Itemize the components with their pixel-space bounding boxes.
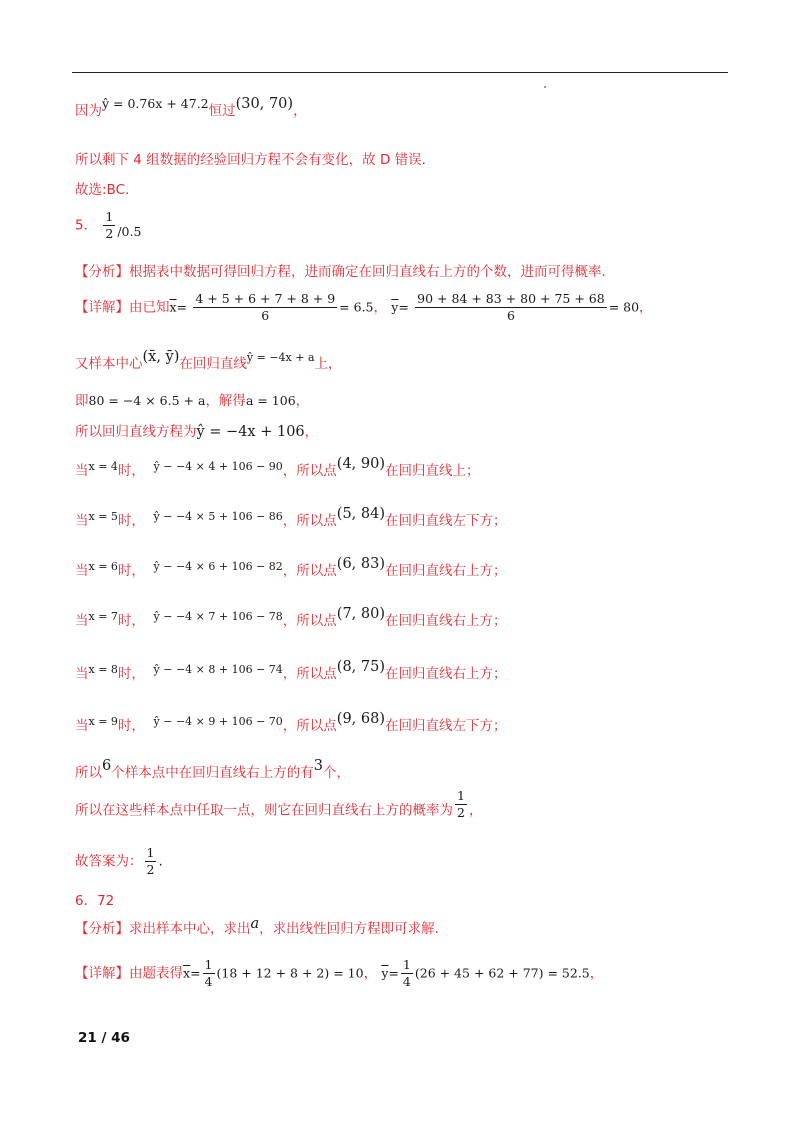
text: ，所以点 (282, 513, 337, 529)
text: 当 (75, 513, 89, 529)
fraction (145, 845, 157, 878)
point: (5, 84) (336, 506, 385, 522)
calculation: ŷ − −4 × 4 + 106 − 90 (153, 460, 283, 473)
numerator: 90 + 84 + 83 + 80 + 75 + 68 (417, 291, 605, 306)
equation: ŷ = −4x + 106 (196, 424, 305, 440)
text: 在回归直线右上方； (385, 563, 507, 579)
equals: = (388, 965, 399, 981)
sep: ， (373, 299, 387, 316)
calculation: ŷ − −4 × 6 + 106 − 82 (153, 560, 283, 573)
tag: 【详解】 (75, 299, 129, 316)
text: ，所以点 (282, 718, 337, 734)
calculation: ŷ − −4 × 9 + 106 − 70 (153, 715, 283, 728)
text: 所以在这些样本点中任取一点，则它在回归直线右上方的概率为 (75, 802, 453, 819)
case-row (75, 711, 507, 736)
text: 故答案为： (75, 853, 143, 870)
text: 时， (117, 513, 145, 529)
fraction-x-mean (193, 291, 337, 324)
denominator: 4 (204, 974, 213, 989)
analysis-6 (75, 916, 439, 938)
point: (8, 75) (336, 659, 385, 675)
text: 时， (117, 563, 145, 579)
equation: 80 = −4 × 6.5 + a (88, 393, 206, 408)
text: 个， (322, 765, 350, 781)
text: 个样本点中在回归直线右上方的有 (111, 765, 314, 781)
line-sample-center (75, 349, 342, 374)
text: 即 (75, 393, 89, 409)
text: ， (468, 802, 483, 819)
alt-answer: /0.5 (117, 223, 142, 239)
text: 在回归直线上； (385, 463, 480, 479)
point: (4, 90) (336, 456, 385, 472)
text: 在回归直线左下方； (385, 513, 507, 529)
numerator: 1 (457, 788, 465, 803)
fraction (455, 788, 467, 821)
analysis-5 (75, 263, 606, 281)
x-value: x = 6 (88, 560, 118, 573)
text: ，所以点 (282, 563, 337, 579)
line-count (75, 758, 350, 782)
y-bar: $\overline{y}$ (381, 965, 389, 981)
denominator: 4 (402, 974, 411, 989)
header-rule (72, 72, 728, 73)
text: 所以 (75, 765, 102, 781)
sep: ， (363, 965, 378, 982)
point: (30, 70) (235, 96, 294, 112)
number: 6 (102, 758, 112, 774)
expression: (26 + 45 + 62 + 77) = 52.5 (414, 965, 590, 981)
tag: 【分析】 (75, 921, 129, 937)
fraction (203, 957, 215, 990)
text: 在回归直线右上方； (385, 666, 507, 682)
point: (x̄, ȳ) (142, 349, 180, 365)
x-value: x = 7 (88, 610, 118, 623)
numerator: 1 (105, 209, 114, 224)
numerator: 4 + 5 + 6 + 7 + 8 + 9 (195, 291, 336, 306)
point: (7, 80) (336, 606, 385, 622)
line-conclusion-d: 所以剩下 4 组数据的经验回归方程不会有变化，故 D 错误. (75, 152, 426, 168)
case-row (75, 556, 507, 581)
denominator: 6 (506, 308, 515, 323)
calculation: ŷ − −4 × 5 + 106 − 86 (153, 510, 283, 523)
numerator: 1 (146, 845, 155, 860)
number: 3 (313, 758, 323, 774)
detail-5 (75, 291, 653, 324)
text: 由已知 (129, 299, 170, 316)
fraction (103, 209, 115, 242)
text: . (158, 853, 163, 870)
denominator: 2 (105, 226, 114, 241)
question-6-answer: 6．72 (75, 893, 115, 909)
text: 在回归直线右上方； (385, 613, 507, 629)
x-bar: $\overline{x}$ (183, 965, 191, 981)
text: ，所以点 (282, 666, 337, 682)
text: 上， (314, 356, 342, 372)
numerator: 1 (402, 957, 411, 972)
text: ，解得 (205, 393, 246, 409)
fraction-y-mean (415, 291, 607, 324)
text: 当 (75, 666, 89, 682)
text: 当 (75, 463, 89, 479)
text: 由题表得 (129, 965, 183, 982)
question-number: 5． (75, 217, 98, 234)
x-value: x = 9 (88, 715, 118, 728)
equation: ŷ = −4x + a (246, 351, 315, 364)
text: 当 (75, 563, 89, 579)
page-number: 21 / 46 (78, 1030, 130, 1046)
denominator: 6 (261, 308, 270, 323)
text: 当 (75, 613, 89, 629)
text: 因为 (75, 103, 102, 119)
denominator: 2 (146, 862, 155, 877)
x-value: x = 5 (88, 510, 118, 523)
x-bar: $\overline{x}$ (169, 299, 177, 315)
y-bar: $\overline{y}$ (391, 299, 399, 315)
point: (6, 83) (336, 556, 385, 572)
equation: ŷ = 0.76x + 47.2 (102, 96, 209, 111)
text: ，所以点 (282, 463, 337, 479)
line-regression-passes (75, 96, 307, 120)
text: 当 (75, 718, 89, 734)
text: 求出样本中心，求出 (129, 921, 251, 937)
sep: ， (639, 299, 653, 316)
text: 恒过 (208, 103, 236, 119)
result: = 80 (608, 299, 640, 315)
question-5-answer (75, 209, 141, 242)
case-row (75, 606, 507, 631)
line-regression-equation (75, 423, 318, 441)
calculation: ŷ − −4 × 7 + 106 − 78 (153, 610, 283, 623)
text: ，所以点 (282, 613, 337, 629)
equals: = (190, 965, 201, 981)
variable: a (250, 916, 260, 932)
x-value: x = 4 (88, 460, 118, 473)
equals: = (176, 299, 188, 315)
header-dot (544, 86, 546, 88)
text: 时， (117, 463, 145, 479)
text: 在回归直线 (179, 356, 247, 372)
expression: (18 + 12 + 8 + 2) = 10 (216, 965, 364, 981)
line-final-answer (75, 845, 163, 878)
text: ，求出线性回归方程即可求解. (259, 921, 439, 937)
text: 又样本中心 (75, 356, 143, 372)
calculation: ŷ − −4 × 8 + 106 − 74 (153, 663, 283, 676)
fraction (401, 957, 413, 990)
tag: 【分析】 (75, 264, 129, 280)
case-row (75, 506, 507, 531)
text: 根据表中数据可得回归方程，进而确定在回归直线右上方的个数，进而可得概率. (129, 264, 606, 280)
numerator: 1 (204, 957, 213, 972)
equals: = (398, 299, 409, 315)
point: (9, 68) (336, 711, 385, 727)
line-answer-bc: 故选:BC. (75, 182, 130, 198)
text: ， (295, 393, 310, 409)
text: 所以回归直线方程为 (75, 424, 197, 440)
text: 时， (117, 613, 145, 629)
denominator: 2 (457, 805, 465, 820)
sep: ， (589, 965, 604, 982)
text: ， (293, 103, 307, 119)
line-solve-a (75, 392, 309, 410)
tag: 【详解】 (75, 965, 129, 982)
text: 在回归直线左下方； (385, 718, 507, 734)
text: 时， (117, 718, 145, 734)
text: ， (304, 424, 319, 440)
line-probability (75, 788, 483, 827)
x-value: x = 8 (88, 663, 118, 676)
case-row (75, 456, 480, 481)
case-row (75, 659, 507, 684)
result: a = 106 (245, 393, 296, 408)
text: 时， (117, 666, 145, 682)
detail-6 (75, 957, 603, 990)
result: = 6.5 (339, 299, 374, 315)
